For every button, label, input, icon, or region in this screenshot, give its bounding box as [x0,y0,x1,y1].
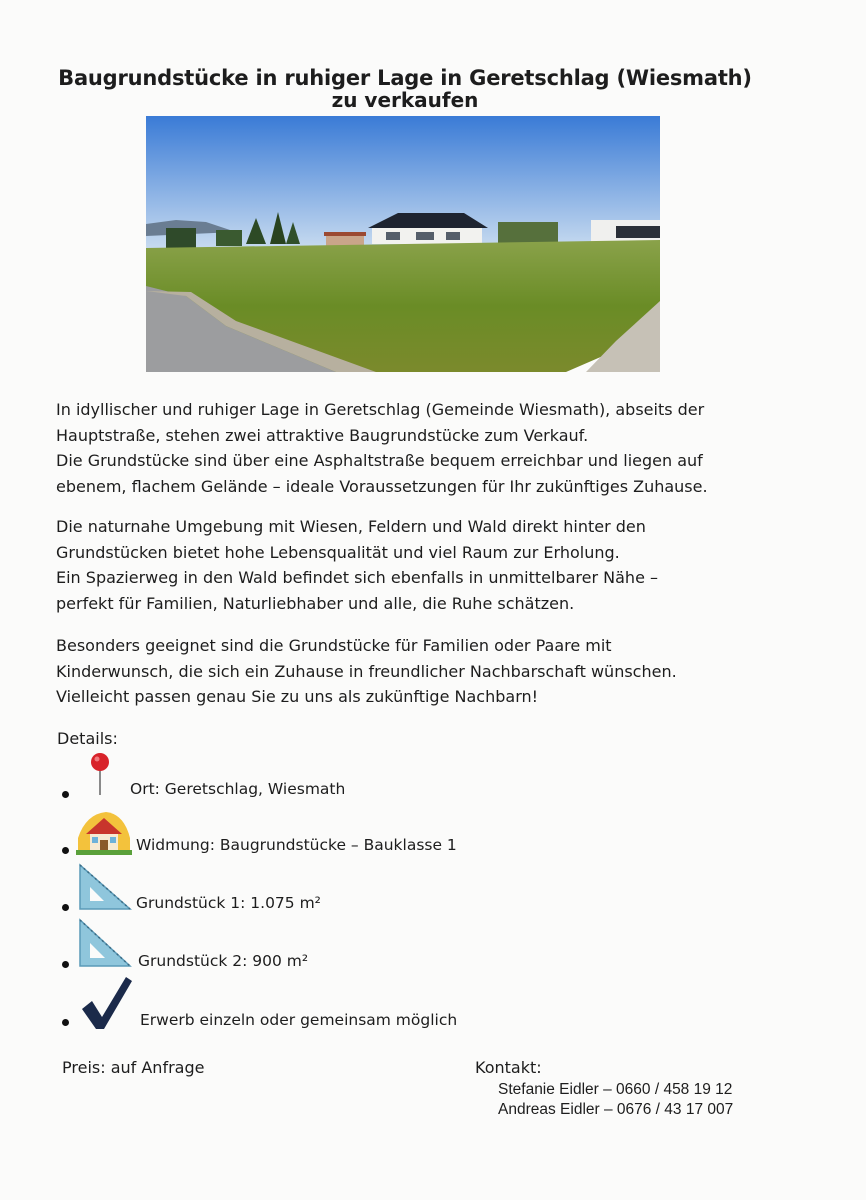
detail-text: Widmung: Baugrundstücke – Bauklasse 1 [136,836,457,854]
text-line: Hauptstraße, stehen zwei attraktive Baugrundstücke zum Verkauf. [56,425,589,445]
surroundings-paragraph [56,514,816,616]
check-mark-icon [80,975,134,1035]
text-line: Die Grundstücke sind über eine Asphaltstraße bequem erreichbar und liegen auf [56,451,703,470]
bullet [62,791,69,798]
property-photo [146,116,660,372]
text-line: Die naturnahe Umgebung mit Wiesen, Feldern und Wald direkt hinter den [56,517,646,536]
details-heading: Details: [57,729,118,748]
detail-text: Ort: Geretschlag, Wiesmath [130,780,346,798]
detail-location [62,752,622,808]
bullet [62,904,69,911]
price-text: Preis: auf Anfrage [62,1058,205,1077]
contact-line: Stefanie Eidler – 0660 / 458 19 12 [498,1081,733,1098]
bullet [62,847,69,854]
contact-line: Andreas Eidler – 0676 / 43 17 007 [498,1101,734,1118]
contact-heading: Kontakt: [475,1058,542,1077]
detail-plot-1 [62,863,622,919]
detail-plot-2 [62,918,622,974]
bullet [62,961,69,968]
detail-zoning [62,808,622,864]
text-line: ebenem, flachem Gelände – ideale Voraussetzungen für Ihr zukünftiges Zuhause. [56,476,708,496]
triangular-ruler-icon [78,918,132,972]
target-group-paragraph [56,633,816,710]
text-line: Ein Spazierweg in den Wald befindet sich ebenfalls in unmittelbarer Nähe – [56,568,658,587]
text-line: Grundstücken bietet hohe Lebensqualität und viel Raum zur Erholung. [56,542,620,562]
triangular-ruler-icon [78,863,132,915]
text-line: perfekt für Familien, Naturliebhaber und alle, die Ruhe schätzen. [56,593,575,613]
bullet [62,1019,69,1026]
document-subtitle: zu verkaufen [331,88,479,112]
intro-paragraph [56,397,816,499]
text-line: Besonders geeignet sind die Grundstücke für Familien oder Paare mit [56,636,612,655]
text-line: In idyllischer und ruhiger Lage in Geretschlag (Gemeinde Wiesmath), abseits der [56,400,705,419]
detail-text: Grundstück 2: 900 m² [138,952,309,970]
text-line: Kinderwunsch, die sich ein Zuhause in freundlicher Nachbarschaft wünschen. [56,661,677,681]
detail-purchase [62,975,622,1031]
detail-text: Erwerb einzeln oder gemeinsam möglich [140,1011,458,1029]
detail-text: Grundstück 1: 1.075 m² [136,894,321,912]
pushpin-icon [88,752,112,800]
document-title: Baugrundstücke in ruhiger Lage in Geretschlag (Wiesmath) [58,66,752,90]
text-line: Vielleicht passen genau Sie zu uns als zukünftige Nachbarn! [56,687,539,706]
house-icon [76,808,132,860]
